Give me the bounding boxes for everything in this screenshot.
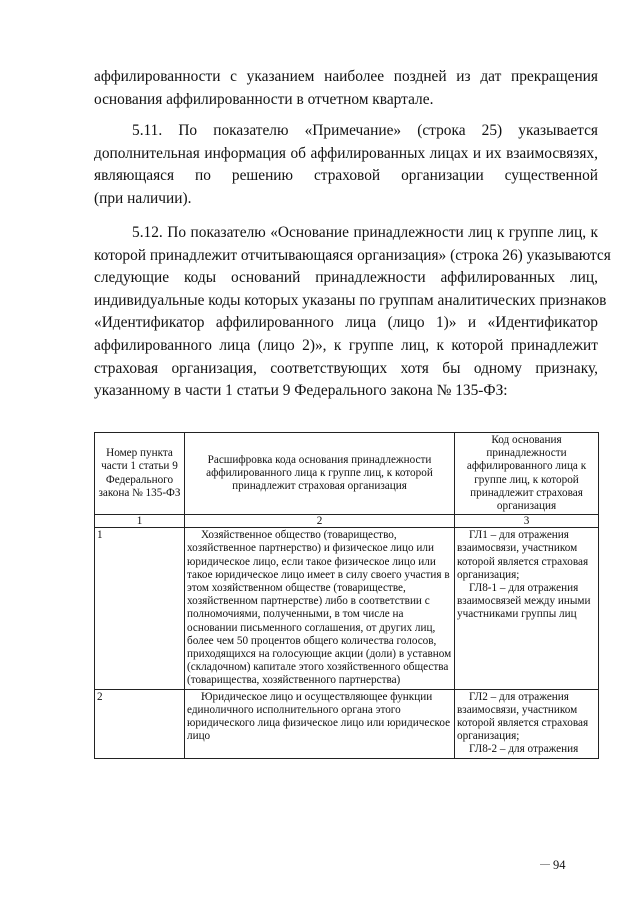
header-article-point: Номер пункта части 1 статьи 9 Федерального закона № 135-ФЗ bbox=[95, 433, 185, 515]
row-number: 2 bbox=[95, 689, 185, 758]
row-description: Хозяйственное общество (товарищество, хозяйственное партнерство) и физическое лицо или юридическое лицо, если такое физическое лицо или такое юридическое лицо имеет в силу своего участия в этом хозяйственном обществе (товариществе, хозяйственном партнерстве) либо в соответствии с полномочиями, полученными, в том числе на основании письменного соглашения, от других лиц, более чем 50 процентов общего количества голосов, приходящихся на голосующие акции (доли) в уставном (складочном) капитале этого хозяйственного общества (товарищества, хозяйственного партнерства) bbox=[185, 528, 455, 689]
code-entry: ГЛ2 – для отражения взаимосвязи, участником которой является страховая организация; bbox=[457, 690, 589, 743]
intro-line: основания аффилированности в отчетном квартале. bbox=[94, 90, 434, 108]
column-number: 1 bbox=[95, 515, 185, 528]
header-code-description: Расшифровка кода основания принадлежности аффилированного лица к группе лиц, к которой принадлежит страховая организация bbox=[185, 433, 455, 515]
intro-line: аффилированности с указанием наиболее поздней из дат прекращения bbox=[94, 68, 598, 85]
paragraph-5-12 bbox=[94, 222, 611, 403]
column-number-row bbox=[95, 515, 599, 528]
intro-paragraph bbox=[94, 66, 598, 111]
row-number: 1 bbox=[95, 528, 185, 689]
table-header-row bbox=[95, 433, 599, 515]
table-row bbox=[95, 689, 599, 758]
page-number: 94 bbox=[553, 858, 566, 872]
paragraph-line: «Идентификатор аффилированного лица (лицо 1)» и «Идентификатор bbox=[94, 314, 598, 332]
paragraph-line: которой принадлежит отчитывающаяся организация» (строка 26) указываются bbox=[94, 246, 611, 264]
paragraph-line: аффилированного лица (лицо 2)», к группе лиц, к которой принадлежит bbox=[94, 336, 598, 354]
table-row bbox=[95, 528, 599, 689]
row-description: Юридическое лицо и осуществляющее функции единоличного исполнительного органа этого юридического лица физическое лицо или юридическое лицо bbox=[185, 689, 455, 758]
row-codes bbox=[455, 528, 599, 689]
paragraph-line: 5.12. По показателю «Основание принадлежности лиц к группе лиц, к bbox=[132, 224, 598, 241]
page-number-mark bbox=[540, 864, 550, 865]
paragraph-line: 5.11. По показателю «Примечание» (строка 25) указывается bbox=[132, 122, 598, 139]
column-number: 2 bbox=[185, 515, 455, 528]
header-basis-code: Код основания принадлежности аффилированного лица к группе лиц, к которой принадлежит страховая организация bbox=[455, 433, 599, 515]
column-number: 3 bbox=[455, 515, 599, 528]
code-entry: ГЛ8-1 – для отражения взаимосвязей между иными участниками группы лиц bbox=[457, 582, 591, 621]
affiliation-codes-table bbox=[94, 432, 599, 759]
paragraph-line: следующие коды оснований принадлежности аффилированных лиц, bbox=[94, 269, 598, 287]
paragraph-line: страховая организация, соответствующих хотя бы одному признаку, bbox=[94, 359, 598, 377]
paragraph-line: индивидуальные коды которых указаны по группам аналитических признаков bbox=[94, 291, 607, 309]
row-codes bbox=[455, 689, 599, 758]
paragraph-line: являющаяся по решению страховой организации существенной bbox=[94, 167, 598, 185]
paragraph-5-11 bbox=[94, 120, 598, 210]
paragraph-line: указанному в части 1 статьи 9 Федерального закона № 135-ФЗ: bbox=[94, 382, 508, 400]
paragraph-line: (при наличии). bbox=[94, 189, 192, 207]
code-entry: ГЛ1 – для отражения взаимосвязи, участником которой является страховая организация; bbox=[457, 529, 589, 581]
code-entry: ГЛ8-2 – для отражения bbox=[469, 743, 579, 756]
paragraph-line: дополнительная информация об аффилированных лицах и их взаимосвязях, bbox=[94, 144, 598, 162]
